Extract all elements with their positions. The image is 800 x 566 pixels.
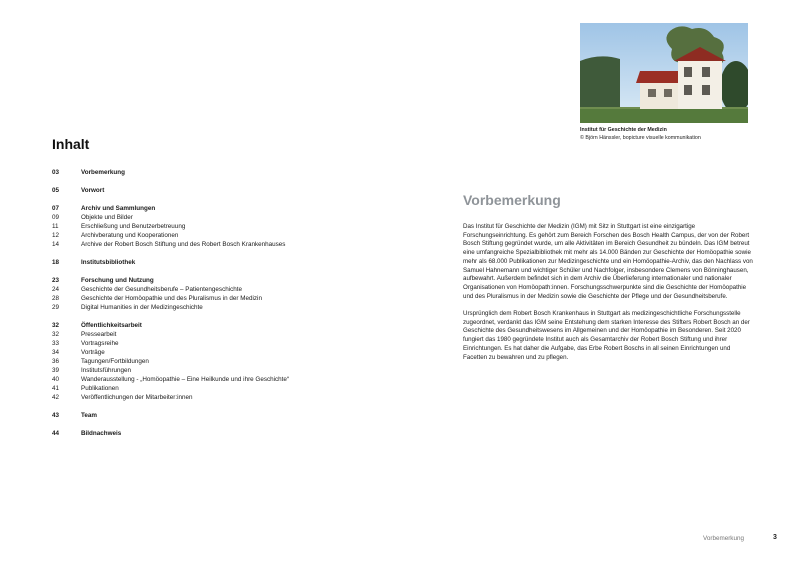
toc-title: Inhalt	[52, 136, 90, 152]
toc-page-number: 34	[52, 349, 60, 356]
toc-entry	[52, 231, 382, 240]
toc-entry	[52, 393, 382, 402]
toc-entry-label: Bildnachweis	[81, 430, 122, 437]
toc-entry	[52, 204, 382, 213]
toc-page-number: 36	[52, 358, 60, 365]
toc-entry-label: Archive der Robert Bosch Stiftung und des Robert Bosch Krankenhauses	[81, 241, 286, 248]
toc-page-number: 07	[52, 205, 60, 212]
toc-entry	[52, 339, 382, 348]
toc-page-number: 12	[52, 232, 60, 239]
toc-page-number: 43	[52, 412, 60, 419]
toc-entry-label: Vorträge	[81, 349, 105, 356]
table-of-contents	[52, 168, 382, 438]
toc-entry-label: Geschichte der Homöopathie und des Pluralismus in der Medizin	[81, 295, 262, 302]
toc-entry-label: Institutsbibliothek	[81, 259, 136, 266]
toc-entry	[52, 330, 382, 339]
toc-entry-label: Archivberatung und Kooperationen	[81, 232, 179, 239]
institute-photo	[580, 23, 748, 123]
toc-page-number: 44	[52, 430, 60, 437]
toc-entry-label: Archiv und Sammlungen	[81, 205, 156, 212]
toc-entry-label: Vorwort	[81, 187, 105, 194]
toc-page-number: 28	[52, 295, 60, 302]
toc-entry-label: Pressearbeit	[81, 331, 117, 338]
photo-caption-title: Institut für Geschichte der Medizin	[580, 127, 667, 133]
toc-entry-label: Institutsführungen	[81, 367, 132, 374]
toc-entry	[52, 348, 382, 357]
toc-entry-label: Geschichte der Gesundheitsberufe – Patientengeschichte	[81, 286, 243, 293]
toc-entry-label: Veröffentlichungen der Mitarbeiter:innen	[81, 394, 193, 401]
toc-page-number: 39	[52, 367, 60, 374]
page-number: 3	[773, 534, 777, 541]
toc-entry	[52, 240, 382, 249]
toc-entry	[52, 357, 382, 366]
section-body	[463, 223, 753, 371]
toc-entry-label: Objekte und Bilder	[81, 214, 133, 221]
photo-caption	[580, 127, 780, 142]
photo-caption-credit: © Björn Hänssler, bopicture visuelle kommunikation	[580, 134, 701, 141]
toc-page-number: 23	[52, 277, 60, 284]
toc-entry	[52, 258, 382, 267]
toc-page-number: 05	[52, 187, 60, 194]
toc-page-number: 40	[52, 376, 60, 383]
toc-entry	[52, 285, 382, 294]
toc-page-number: 42	[52, 394, 60, 401]
toc-page-number: 03	[52, 169, 60, 176]
toc-entry	[52, 276, 382, 285]
toc-entry-label: Erschließung und Benutzerbetreuung	[81, 223, 186, 230]
toc-page-number: 32	[52, 322, 60, 329]
toc-page-number: 41	[52, 385, 60, 392]
toc-page-number: 33	[52, 340, 60, 347]
toc-entry-label: Forschung und Nutzung	[81, 277, 154, 284]
toc-entry	[52, 366, 382, 375]
toc-page-number: 18	[52, 259, 60, 266]
toc-page-number: 09	[52, 214, 60, 221]
toc-entry	[52, 321, 382, 330]
toc-entry-label: Digital Humanities in der Medizingeschichte	[81, 304, 203, 311]
toc-page-number: 11	[52, 223, 59, 230]
toc-entry-label: Vorbemerkung	[81, 169, 125, 176]
toc-page-number: 24	[52, 286, 60, 293]
running-footer-label: Vorbemerkung	[703, 535, 744, 542]
toc-entry-label: Wanderausstellung - „Homöopathie – Eine Heilkunde und ihre Geschichte“	[81, 376, 290, 383]
toc-entry-label: Team	[81, 412, 97, 419]
toc-entry	[52, 294, 382, 303]
toc-entry	[52, 411, 382, 420]
toc-entry-label: Publikationen	[81, 385, 119, 392]
toc-entry-label: Öffentlichkeitsarbeit	[81, 322, 142, 329]
toc-entry-label: Tagungen/Fortbildungen	[81, 358, 149, 365]
toc-entry	[52, 222, 382, 231]
body-paragraph: Ursprünglich dem Robert Bosch Krankenhaus in Stuttgart als medizingeschichtliche Forschungsstelle zugeordnet, verdankt das IGM seine Entstehung dem starken Interesse des Stifters Robert Bosch an der Geschichte des Gesundheitswesens im Allgemeinen und der Homöopathie im Besonderen. Seit 2020 fungiert das 1980 gegründete Institut auch als Gesamtarchiv der Robert Bosch Stiftung und ihrer Einrichtungen. Es hat daher die Aufgabe, das Erbe Robert Boschs in all seinen Einrichtungen und Facetten zu bewahren und zu pflegen.	[463, 310, 750, 361]
toc-entry	[52, 186, 382, 195]
toc-entry	[52, 213, 382, 222]
toc-entry	[52, 303, 382, 312]
toc-entry	[52, 375, 382, 384]
toc-entry	[52, 429, 382, 438]
toc-entry	[52, 168, 382, 177]
body-paragraph: Das Institut für Geschichte der Medizin (IGM) mit Sitz in Stuttgart ist eine einzigartige Forschungseinrichtung. Es gehört zum Bereich Forschen des Bosch Health Campus, der von der Robert Bosch Stiftung gegründet wurde, um alle Aktivitäten im Bereich Gesundheit zu bündeln. Das IGM betreut eine umfangreiche Spezialbibliothek mit mehr als 14.000 Bänden zur Geschichte der Homöopathie sowie mehr als 68.000 Publikationen zur Medizingeschichte und ein Homöopathie-Archiv, das den Nachlass von Samuel Hahnemann und wichtiger Schüler und Nachfolger, insbesondere Clemens von Bönninghausen, aufbewahrt. Außerdem befindet sich in dem Archiv die Überlieferung internationaler und nationaler Organisationen von Homöopath:innen. Forschungsschwerpunkte sind die Geschichte der Homöopathie und des Pluralismus in der Medizin sowie die Geschichte der Pflege und der Gesundheitsberufe.	[463, 223, 753, 300]
toc-page-number: 32	[52, 331, 60, 338]
toc-page-number: 14	[52, 241, 60, 248]
section-title: Vorbemerkung	[463, 192, 561, 208]
toc-entry-label: Vortragsreihe	[81, 340, 119, 347]
toc-page-number: 29	[52, 304, 60, 311]
toc-entry	[52, 384, 382, 393]
